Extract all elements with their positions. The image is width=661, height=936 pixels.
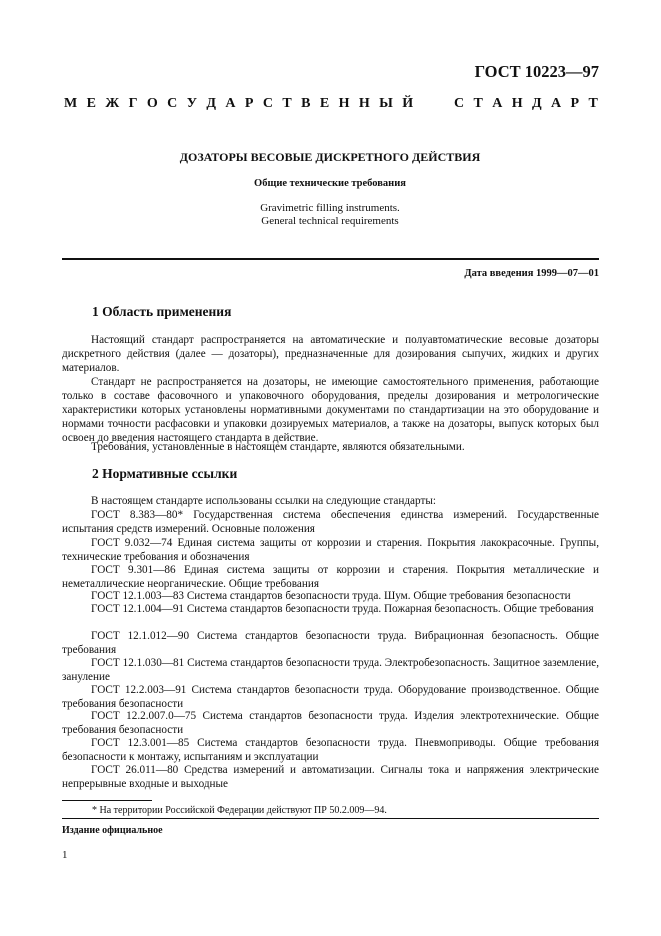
gost-number: ГОСТ 10223—97 [474,62,599,81]
normative-reference: ГОСТ 8.383—80* Государственная система обеспечения единства измерений. Государственные испытания средств измерений. Основные положения [62,509,599,535]
normative-reference: ГОСТ 12.1.030—81 Система стандартов безопасности труда. Электробезопасность. Защитное заземление, зануление [62,657,599,683]
normative-reference: ГОСТ 12.1.004—91 Система стандартов безопасности труда. Пожарная безопасность. Общие требования [91,603,594,615]
banner-letter: Д [206,96,216,111]
page-number: 1 [62,849,68,861]
footnote-separator [62,800,152,801]
banner-letter: Е [86,96,96,111]
normative-reference: ГОСТ 12.1.012—90 Система стандартов безопасности труда. Вибрационная безопасность. Общие требования [62,630,599,656]
section-2-intro: В настоящем стандарте использованы ссылки на следующие стандарты: [91,495,436,507]
effective-date: Дата введения 1999—07—01 [464,268,599,279]
banner-letter: О [146,96,158,111]
header-divider [62,258,599,260]
banner-letter: Т [473,96,483,111]
banner-letter: Ы [379,96,393,111]
banner-letter: С [262,96,273,111]
edition-label: Издание официальное [62,825,163,836]
document-title: ДОЗАТОРЫ ВЕСОВЫЕ ДИСКРЕТНОГО ДЕЙСТВИЯ [179,150,481,164]
section-1-paragraph: Стандарт не распространяется на дозаторы, не имеющие самостоятельного применения, работающие только в составе фасовочного и упаковочного оборудования, пределы дозирования и метрологические характеристики которых установлены нормативными документами по стандартизации на это оборудование и нормами точности расфасовки и упаковки дозируемых материалов, а также на дозаторы, выпуск которых был освоен до введения настоящего стандарта в действие. [62,376,599,444]
english-title-line: General technical requirements [261,215,399,227]
normative-reference: ГОСТ 9.032—74 Единая система защиты от коррозии и старения. Покрытия лакокрасочные. Группы, технические требования и обозначения [62,537,599,563]
banner-letter: Й [402,96,414,111]
banner-letter: А [225,96,236,111]
section-1-paragraph: Требования, установленные в настоящем стандарте, являются обязательными. [91,441,465,453]
banner-letter: А [492,96,503,111]
normative-reference: ГОСТ 12.3.001—85 Система стандартов безопасности труда. Пневмоприводы. Общие требования безопасности к монтажу, испытаниям и эксплуатации [62,737,599,763]
normative-reference: ГОСТ 12.2.003—91 Система стандартов безопасности труда. Оборудование производственное. Общие требования безопасности [62,684,599,710]
banner-letter: С [167,96,178,111]
banner-letter: Р [244,96,254,111]
normative-reference: ГОСТ 12.2.007.0—75 Система стандартов безопасности труда. Изделия электротехнические. Общие требования безопасности [62,710,599,736]
section-1-heading: 1 Область применения [92,304,232,319]
banner-letter: Г [128,96,138,111]
banner-letter: Ж [105,96,120,111]
banner-letter: Т [588,96,598,111]
banner-letter: У [186,96,197,111]
banner-letter: Т [282,96,292,111]
standard-type-banner [64,96,598,112]
document-subtitle: Общие технические требования [254,178,406,189]
normative-reference: ГОСТ 12.1.003—83 Система стандартов безопасности труда. Шум. Общие требования безопасности [91,590,571,602]
banner-letter: А [551,96,562,111]
banner-letter: С [453,96,465,111]
section-1-paragraph: Настоящий стандарт распространяется на автоматические и полуавтоматические весовые дозаторы дискретного действия (далее — дозаторы), предназначенные для дозирования сыпучих, жидких и других материалов. [62,334,599,374]
banner-letter: Н [358,96,370,111]
normative-reference: ГОСТ 9.301—86 Единая система защиты от коррозии и старения. Покрытия металлические и неметаллические неорганические. Общие требования [62,564,599,590]
banner-letter: Н [338,96,350,111]
footnote: * На территории Российской Федерации действуют ПР 50.2.009—94. [92,805,387,816]
section-2-heading: 2 Нормативные ссылки [92,466,238,481]
banner-letter: В [301,96,311,111]
banner-word-gap [423,96,445,112]
banner-letter: Е [319,96,330,111]
banner-letter: Д [532,96,542,111]
normative-reference: ГОСТ 26.011—80 Средства измерений и автоматизации. Сигналы тока и напряжения электрические непрерывные входные и выходные [62,764,599,790]
english-title [60,202,600,228]
banner-letter: Н [511,96,523,111]
banner-letter: М [64,96,78,111]
footer-divider [62,818,599,819]
banner-letter: Р [570,96,580,111]
english-title-line: Gravimetric filling instruments. [260,202,400,214]
